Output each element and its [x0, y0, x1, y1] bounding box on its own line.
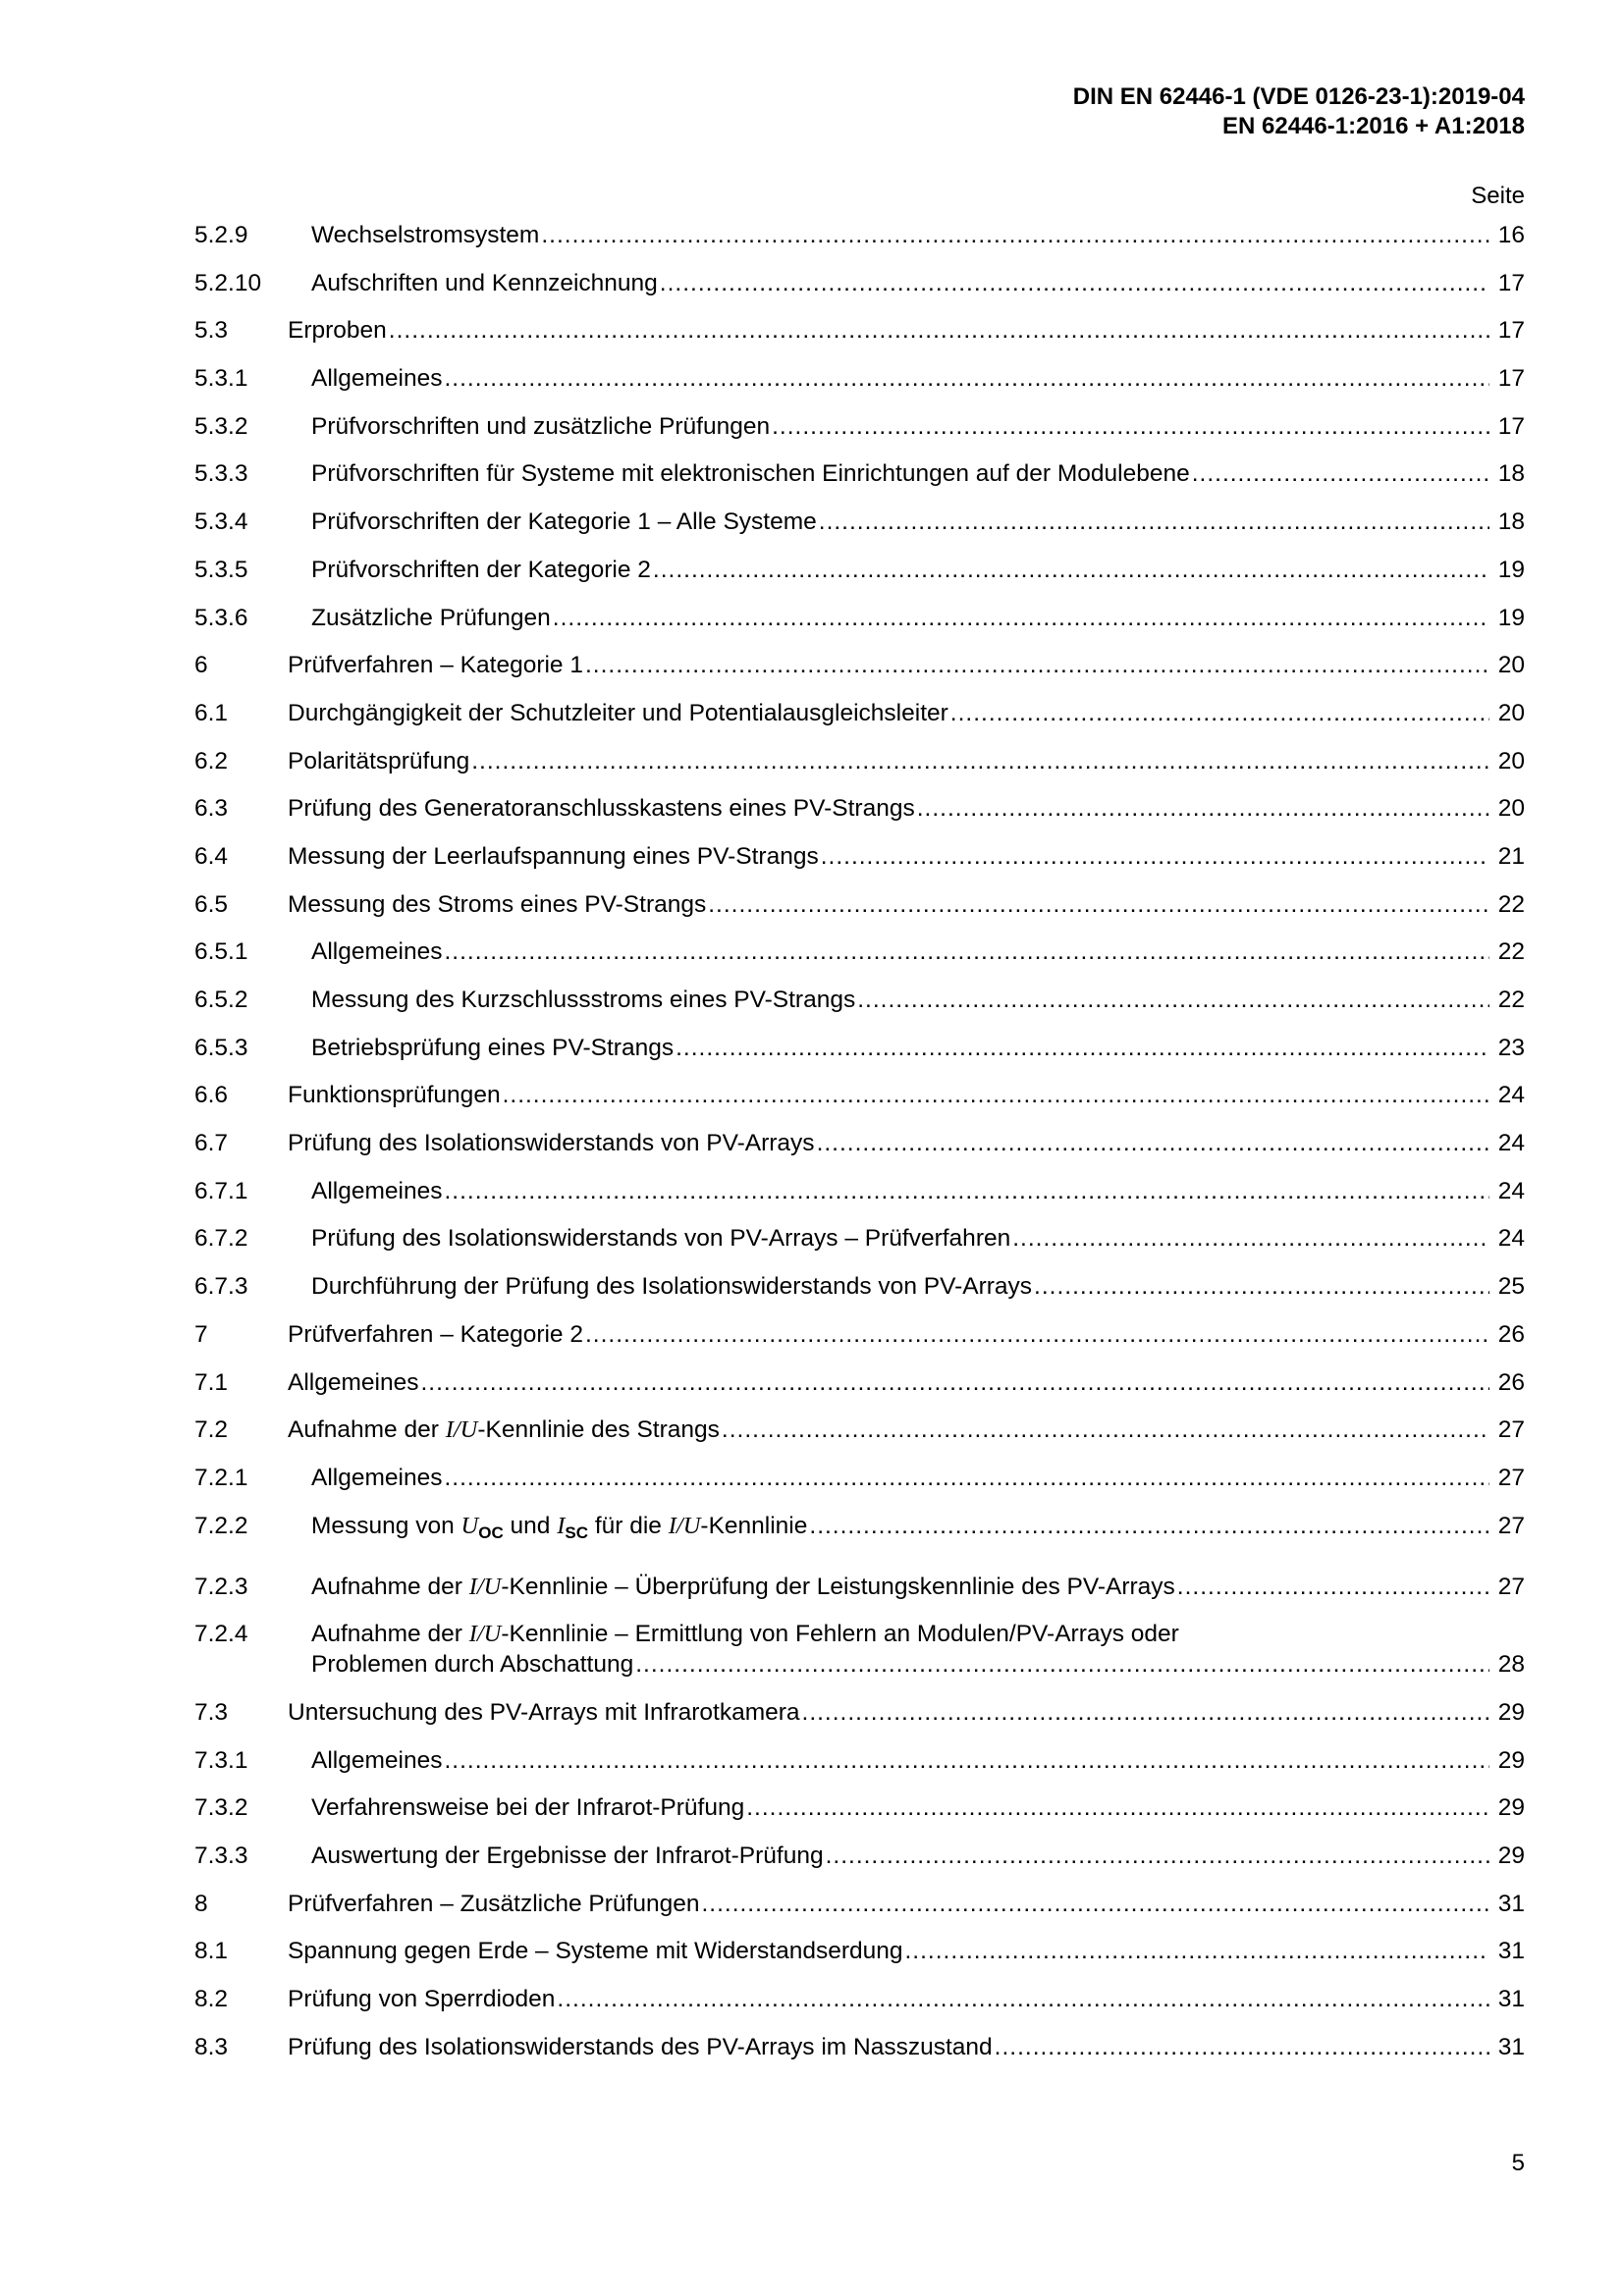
- voltage-symbol: U: [460, 1512, 479, 1539]
- toc-page: 20: [1497, 699, 1525, 726]
- toc-leader: [471, 746, 1489, 776]
- toc-page: 29: [1497, 1698, 1525, 1726]
- toc-entry[interactable]: [194, 268, 1525, 298]
- toc-title-text: -Kennlinie: [700, 1512, 808, 1539]
- toc-title: Allgemeines: [311, 365, 443, 393]
- toc-leader: [722, 1415, 1489, 1445]
- toc-page: 20: [1497, 652, 1525, 679]
- toc-title: Allgemeines: [311, 938, 443, 966]
- toc-number: 5.3.3: [194, 460, 248, 488]
- toc-title: Polaritätsprüfung: [288, 747, 470, 774]
- toc-entry[interactable]: [194, 1745, 1525, 1776]
- toc-entry[interactable]: [194, 746, 1525, 776]
- toc-number: 6.6: [194, 1082, 229, 1109]
- toc-leader: [857, 985, 1489, 1015]
- toc-leader: [1034, 1271, 1489, 1302]
- toc-number: 7.3.3: [194, 1842, 248, 1869]
- toc-entry[interactable]: [194, 1080, 1525, 1110]
- toc-entry[interactable]: [194, 1176, 1525, 1206]
- toc-leader: [444, 936, 1489, 967]
- toc-number: 7.2.1: [194, 1464, 248, 1491]
- toc-number: 8.3: [194, 2033, 229, 2060]
- toc-number: 7.1: [194, 1368, 229, 1396]
- toc-title: Prüfverfahren – Zusätzliche Prüfungen: [288, 1890, 700, 1917]
- toc-leader: [444, 363, 1489, 394]
- toc-title: Prüfvorschriften der Kategorie 1 – Alle Systeme: [311, 508, 817, 536]
- toc-page: 22: [1497, 890, 1525, 918]
- toc-entry[interactable]: [194, 1128, 1525, 1158]
- toc-leader: [444, 1463, 1489, 1493]
- toc-title: Durchführung der Prüfung des Isolationswiderstands von PV-Arrays: [311, 1273, 1033, 1301]
- toc-entry[interactable]: [194, 1319, 1525, 1350]
- toc-page: 17: [1497, 269, 1525, 296]
- toc-title-text: -Kennlinie des Strangs: [477, 1416, 720, 1444]
- toc-number: 7: [194, 1320, 208, 1348]
- toc-number: 5.3.4: [194, 508, 248, 536]
- toc-number: 6.7.2: [194, 1225, 248, 1253]
- toc-leader: [553, 603, 1489, 633]
- toc-title-text: Aufnahme der: [311, 1573, 469, 1600]
- toc-title: Prüfung von Sperrdioden: [288, 1986, 556, 2013]
- toc-entry[interactable]: [194, 1792, 1525, 1823]
- toc-number: 5.3.2: [194, 412, 248, 440]
- toc-leader: [995, 2032, 1489, 2062]
- toc-title: Allgemeines: [288, 1368, 419, 1396]
- toc-title-line2: [311, 1649, 1525, 1680]
- toc-entry[interactable]: [194, 936, 1525, 967]
- toc-number: 6.7.1: [194, 1177, 248, 1204]
- toc-title-text: Messung von: [311, 1512, 461, 1539]
- toc-number: 5.2.9: [194, 222, 248, 248]
- toc-entry[interactable]: [194, 2032, 1525, 2062]
- toc-page: 31: [1497, 1890, 1525, 1917]
- toc-page: 20: [1497, 795, 1525, 823]
- toc-number: 5.3: [194, 317, 229, 345]
- toc-number: 6.5.2: [194, 987, 248, 1013]
- toc-title: Auswertung der Ergebnisse der Infrarot-Prüfung: [311, 1842, 824, 1869]
- toc-number: 7.2.2: [194, 1512, 248, 1539]
- toc-page: 16: [1497, 222, 1525, 248]
- toc-page: 19: [1497, 556, 1525, 583]
- toc-entry[interactable]: [194, 889, 1525, 920]
- toc-title: Prüfvorschriften für Systeme mit elektronischen Einrichtungen auf der Modulebene: [311, 460, 1190, 488]
- toc-entry[interactable]: [194, 315, 1525, 346]
- toc-page: 26: [1497, 1368, 1525, 1396]
- toc-entry[interactable]: [194, 411, 1525, 442]
- toc-entry[interactable]: [194, 220, 1525, 250]
- toc-entry[interactable]: [194, 603, 1525, 633]
- current-subscript: SC: [565, 1522, 589, 1542]
- toc-leader: [660, 268, 1489, 298]
- toc-leader: [917, 793, 1489, 824]
- toc-title: Untersuchung des PV-Arrays mit Infrarotkamera: [288, 1698, 800, 1726]
- toc-page: 21: [1497, 842, 1525, 870]
- toc-page: 17: [1497, 365, 1525, 393]
- toc-leader: [821, 841, 1489, 872]
- toc-page: 28: [1497, 1651, 1525, 1679]
- toc-page: 27: [1497, 1464, 1525, 1491]
- toc-title: [311, 1511, 807, 1548]
- toc-title: Spannung gegen Erde – Systeme mit Widerstandserdung: [288, 1938, 903, 1965]
- toc-title-text: -Kennlinie – Überprüfung der Leistungskennlinie des PV-Arrays: [501, 1573, 1175, 1600]
- toc-leader: [1012, 1223, 1489, 1254]
- standard-en-number: EN 62446-1:2016 + A1:2018: [1222, 113, 1525, 139]
- toc-page: 19: [1497, 604, 1525, 631]
- toc-number: 6.2: [194, 747, 229, 774]
- toc-number: 7.3.1: [194, 1746, 248, 1774]
- toc-leader: [585, 1319, 1489, 1350]
- toc-title: Aufschriften und Kennzeichnung: [311, 269, 658, 296]
- toc-leader: [809, 1511, 1489, 1541]
- toc-entry[interactable]: [194, 650, 1525, 680]
- current-symbol: I: [557, 1512, 566, 1539]
- toc-page: 17: [1497, 317, 1525, 345]
- toc-number: 6.5.1: [194, 938, 248, 966]
- toc-page: 27: [1497, 1416, 1525, 1444]
- toc-leader: [905, 1936, 1490, 1966]
- toc-number: 8.2: [194, 1986, 229, 2013]
- standard-number: DIN EN 62446-1 (VDE 0126-23-1):2019-04: [1072, 83, 1525, 110]
- toc-title: Messung des Stroms eines PV-Strangs: [288, 890, 707, 918]
- toc-number: 6: [194, 652, 208, 679]
- iu-symbol: I/U: [445, 1416, 478, 1444]
- toc-leader: [701, 1889, 1489, 1919]
- toc-title: Prüfvorschriften der Kategorie 2: [311, 556, 651, 583]
- toc-leader: [635, 1649, 1489, 1680]
- toc-entry[interactable]: [194, 1415, 1525, 1445]
- toc-entry[interactable]: [194, 1841, 1525, 1871]
- toc-page: 27: [1497, 1512, 1525, 1539]
- toc-leader: [802, 1697, 1489, 1728]
- iu-symbol: I/U: [468, 1573, 502, 1600]
- toc-title-text: Aufnahme der: [288, 1416, 446, 1444]
- toc-leader: [389, 315, 1489, 346]
- toc-title: Verfahrensweise bei der Infrarot-Prüfung: [311, 1794, 745, 1822]
- toc-page: 27: [1497, 1573, 1525, 1600]
- toc-leader: [772, 411, 1489, 442]
- page-column-label: Seite: [1471, 183, 1525, 209]
- toc-entry[interactable]: [194, 1936, 1525, 1966]
- toc-entry[interactable]: [194, 555, 1525, 585]
- toc-page: 24: [1497, 1130, 1525, 1157]
- toc-title: Prüfung des Isolationswiderstands von PV-Arrays: [288, 1130, 815, 1157]
- toc-page: 29: [1497, 1794, 1525, 1822]
- toc-entry[interactable]: [194, 1889, 1525, 1919]
- toc-leader: [420, 1367, 1489, 1398]
- toc-title: Wechselstromsystem: [311, 222, 540, 248]
- toc-leader: [444, 1176, 1489, 1206]
- toc-page: 22: [1497, 987, 1525, 1013]
- toc-number: 5.3.1: [194, 365, 248, 393]
- toc-entry[interactable]: [194, 1367, 1525, 1398]
- toc-leader: [503, 1080, 1489, 1110]
- toc-page: 29: [1497, 1842, 1525, 1869]
- toc-number: 7.2.4: [194, 1621, 248, 1648]
- toc-leader: [708, 889, 1489, 920]
- toc-title: Prüfverfahren – Kategorie 2: [288, 1320, 583, 1348]
- toc-title: Zusätzliche Prüfungen: [311, 604, 551, 631]
- toc-entry[interactable]: [194, 1463, 1525, 1493]
- toc-entry[interactable]: [194, 363, 1525, 394]
- toc-number: 6.1: [194, 699, 229, 726]
- toc-title: [311, 1572, 1175, 1602]
- toc-number: 5.2.10: [194, 269, 262, 296]
- toc-leader: [444, 1745, 1489, 1776]
- toc-entry[interactable]: [194, 985, 1525, 1015]
- toc-page: 24: [1497, 1225, 1525, 1253]
- toc-title: Prüfung des Generatoranschlusskastens eines PV-Strangs: [288, 795, 915, 823]
- toc-number: 6.5: [194, 890, 229, 918]
- toc-title: Prüfung des Isolationswiderstands von PV-Arrays – Prüfverfahren: [311, 1225, 1011, 1253]
- toc-page: 22: [1497, 938, 1525, 966]
- toc-number: 6.3: [194, 795, 229, 823]
- toc-title-text: -Kennlinie – Ermittlung von Fehlern an Modulen/PV-Arrays oder: [501, 1621, 1179, 1648]
- toc-leader: [676, 1033, 1489, 1063]
- toc-number: 6.7: [194, 1130, 229, 1157]
- toc-entry[interactable]: [194, 1511, 1525, 1548]
- toc-title: [288, 1415, 720, 1445]
- toc-number: 7.2.3: [194, 1573, 248, 1600]
- toc-page: 31: [1497, 2033, 1525, 2060]
- toc-leader: [557, 1984, 1489, 2014]
- toc-number: 6.5.3: [194, 1034, 248, 1061]
- iu-symbol: I/U: [668, 1512, 701, 1539]
- toc-leader: [950, 698, 1489, 728]
- toc-title-text: Problemen durch Abschattung: [311, 1651, 634, 1679]
- toc-title-line1: [311, 1619, 1525, 1649]
- toc-page: 29: [1497, 1746, 1525, 1774]
- toc-title: Funktionsprüfungen: [288, 1082, 501, 1109]
- toc-page: 17: [1497, 412, 1525, 440]
- toc-leader: [826, 1841, 1489, 1871]
- toc-page: 23: [1497, 1034, 1525, 1061]
- toc-title: Messung der Leerlaufspannung eines PV-Strangs: [288, 842, 819, 870]
- toc-page: 26: [1497, 1320, 1525, 1348]
- toc-number: 7.3: [194, 1698, 229, 1726]
- toc-leader: [817, 1128, 1489, 1158]
- toc-title: Allgemeines: [311, 1177, 443, 1204]
- toc-page: 24: [1497, 1177, 1525, 1204]
- toc-title: Betriebsprüfung eines PV-Strangs: [311, 1034, 675, 1061]
- toc-title: Allgemeines: [311, 1464, 443, 1491]
- iu-symbol: I/U: [468, 1621, 502, 1648]
- toc-title: Erproben: [288, 317, 387, 345]
- toc-entry[interactable]: [194, 1697, 1525, 1728]
- toc-title-text: Aufnahme der: [311, 1621, 469, 1648]
- voltage-subscript: OC: [478, 1522, 504, 1542]
- toc-leader: [585, 650, 1489, 680]
- toc-page: 18: [1497, 508, 1525, 536]
- toc-entry[interactable]: [194, 841, 1525, 872]
- toc-page: 20: [1497, 747, 1525, 774]
- toc-entry[interactable]: [194, 1572, 1525, 1602]
- toc-number: 5.3.5: [194, 556, 248, 583]
- toc-title: Durchgängigkeit der Schutzleiter und Potentialausgleichsleiter: [288, 699, 948, 726]
- toc-entry[interactable]: [194, 1271, 1525, 1302]
- toc-leader: [1192, 458, 1489, 489]
- toc-leader: [1177, 1572, 1489, 1602]
- page-number: 5: [1511, 2150, 1525, 2176]
- toc-number: 5.3.6: [194, 604, 248, 631]
- toc-entry[interactable]: [194, 793, 1525, 824]
- toc-entry[interactable]: [194, 1033, 1525, 1063]
- toc-entry[interactable]: [194, 698, 1525, 728]
- toc-entry[interactable]: [194, 507, 1525, 537]
- toc-title-text: für die: [588, 1512, 669, 1539]
- toc-page: 18: [1497, 460, 1525, 488]
- toc-entry[interactable]: [194, 1619, 1525, 1680]
- toc-entry[interactable]: [194, 1223, 1525, 1254]
- toc-entry[interactable]: [194, 458, 1525, 489]
- toc-leader: [541, 220, 1489, 250]
- toc-number: 7.3.2: [194, 1794, 248, 1822]
- toc-leader: [653, 555, 1489, 585]
- toc-page: 24: [1497, 1082, 1525, 1109]
- table-of-contents: [194, 220, 1525, 2079]
- toc-number: 8: [194, 1890, 208, 1917]
- toc-number: 8.1: [194, 1938, 229, 1965]
- toc-page: 31: [1497, 1986, 1525, 2013]
- toc-page: 25: [1497, 1273, 1525, 1301]
- document-header: [1073, 82, 1525, 141]
- toc-title: Prüfverfahren – Kategorie 1: [288, 652, 583, 679]
- toc-title: Prüfvorschriften und zusätzliche Prüfungen: [311, 412, 771, 440]
- toc-title: Allgemeines: [311, 1746, 443, 1774]
- toc-title-text: und: [503, 1512, 558, 1539]
- toc-number: 6.7.3: [194, 1273, 248, 1301]
- toc-leader: [819, 507, 1489, 537]
- toc-leader: [746, 1792, 1489, 1823]
- toc-number: 7.2: [194, 1416, 229, 1444]
- toc-number: 6.4: [194, 842, 229, 870]
- toc-title: Prüfung des Isolationswiderstands des PV-Arrays im Nasszustand: [288, 2033, 993, 2060]
- toc-title: Messung des Kurzschlussstroms eines PV-Strangs: [311, 987, 856, 1013]
- toc-page: 31: [1497, 1938, 1525, 1965]
- toc-entry[interactable]: [194, 1984, 1525, 2014]
